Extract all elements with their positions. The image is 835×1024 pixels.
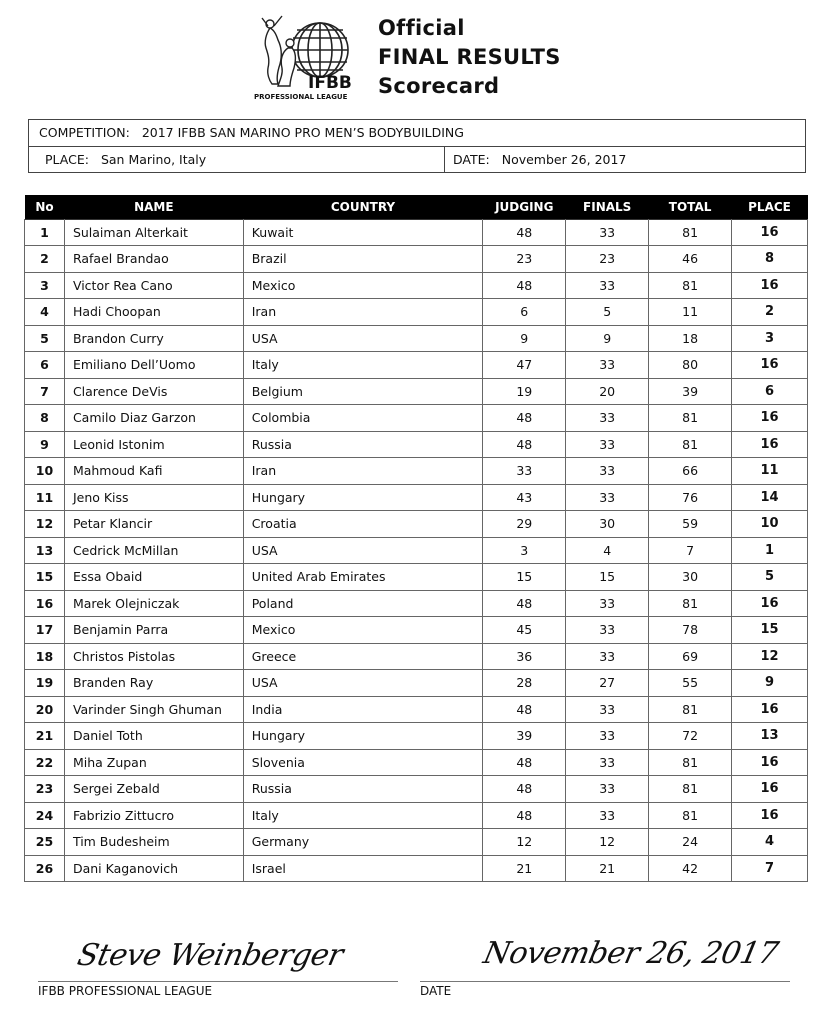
cell-name: Fabrizio Zittucro [64, 802, 243, 829]
cell-no: 21 [25, 723, 65, 750]
cell-place: 16 [732, 272, 808, 299]
cell-country: Iran [243, 458, 483, 485]
cell-country: Russia [243, 431, 483, 458]
cell-finals: 27 [566, 670, 649, 697]
cell-total: 81 [649, 696, 732, 723]
cell-judging: 47 [483, 352, 566, 379]
cell-place: 5 [732, 564, 808, 591]
cell-total: 76 [649, 484, 732, 511]
results-body [25, 219, 808, 882]
cell-no: 7 [25, 378, 65, 405]
cell-name: Jeno Kiss [64, 484, 243, 511]
cell-total: 42 [649, 855, 732, 882]
cell-name: Emiliano Dell’Uomo [64, 352, 243, 379]
cell-country: USA [243, 670, 483, 697]
cell-finals: 33 [566, 802, 649, 829]
cell-country: Kuwait [243, 219, 483, 246]
cell-name: Benjamin Parra [64, 617, 243, 644]
table-row [25, 749, 808, 776]
ifbb-logo-icon [248, 8, 378, 102]
column-header-no: No [25, 195, 65, 219]
cell-country: United Arab Emirates [243, 564, 483, 591]
table-row [25, 325, 808, 352]
cell-no: 11 [25, 484, 65, 511]
cell-judging: 12 [483, 829, 566, 856]
cell-name: Dani Kaganovich [64, 855, 243, 882]
competition-row [29, 120, 805, 147]
cell-total: 39 [649, 378, 732, 405]
cell-total: 24 [649, 829, 732, 856]
cell-finals: 21 [566, 855, 649, 882]
cell-total: 7 [649, 537, 732, 564]
cell-total: 81 [649, 431, 732, 458]
cell-country: Israel [243, 855, 483, 882]
cell-judging: 3 [483, 537, 566, 564]
column-header-country: COUNTRY [243, 195, 483, 219]
cell-place: 16 [732, 590, 808, 617]
date-line-label: DATE [420, 984, 452, 998]
cell-finals: 9 [566, 325, 649, 352]
cell-total: 81 [649, 590, 732, 617]
cell-finals: 33 [566, 272, 649, 299]
cell-country: Hungary [243, 484, 483, 511]
cell-place: 15 [732, 617, 808, 644]
cell-total: 55 [649, 670, 732, 697]
cell-no: 18 [25, 643, 65, 670]
cell-country: India [243, 696, 483, 723]
cell-name: Varinder Singh Ghuman [64, 696, 243, 723]
cell-finals: 33 [566, 219, 649, 246]
svg-text:PROFESSIONAL LEAGUE: PROFESSIONAL LEAGUE [254, 93, 348, 101]
cell-name: Clarence DeVis [64, 378, 243, 405]
cell-place: 10 [732, 511, 808, 538]
cell-country: Mexico [243, 272, 483, 299]
table-header-row [25, 195, 808, 219]
title-line-official: Official [378, 16, 465, 40]
table-row [25, 431, 808, 458]
cell-country: USA [243, 537, 483, 564]
table-row [25, 299, 808, 326]
signature: Steve Weinberger [74, 938, 346, 973]
competition-info-box [28, 119, 806, 173]
table-row [25, 802, 808, 829]
cell-place: 16 [732, 405, 808, 432]
cell-total: 59 [649, 511, 732, 538]
cell-country: Italy [243, 352, 483, 379]
cell-total: 69 [649, 643, 732, 670]
cell-no: 13 [25, 537, 65, 564]
cell-finals: 33 [566, 431, 649, 458]
cell-country: Germany [243, 829, 483, 856]
place-label: PLACE: [45, 152, 89, 167]
cell-no: 15 [25, 564, 65, 591]
date-value: November 26, 2017 [501, 152, 627, 167]
cell-total: 80 [649, 352, 732, 379]
cell-no: 17 [25, 617, 65, 644]
cell-country: USA [243, 325, 483, 352]
cell-country: Belgium [243, 378, 483, 405]
cell-name: Leonid Istonim [64, 431, 243, 458]
date-label: DATE: [453, 152, 490, 167]
results-table [24, 195, 808, 882]
table-row [25, 590, 808, 617]
cell-place: 3 [732, 325, 808, 352]
cell-finals: 4 [566, 537, 649, 564]
cell-total: 72 [649, 723, 732, 750]
cell-judging: 43 [483, 484, 566, 511]
cell-name: Rafael Brandao [64, 246, 243, 273]
cell-name: Daniel Toth [64, 723, 243, 750]
title-line-final-results: FINAL RESULTS [378, 45, 561, 69]
cell-finals: 12 [566, 829, 649, 856]
cell-total: 81 [649, 219, 732, 246]
table-row [25, 643, 808, 670]
cell-judging: 48 [483, 272, 566, 299]
cell-total: 46 [649, 246, 732, 273]
cell-country: Hungary [243, 723, 483, 750]
cell-place: 7 [732, 855, 808, 882]
cell-name: Miha Zupan [64, 749, 243, 776]
date-cell [445, 147, 626, 173]
cell-country: Croatia [243, 511, 483, 538]
cell-judging: 45 [483, 617, 566, 644]
cell-judging: 21 [483, 855, 566, 882]
cell-total: 81 [649, 802, 732, 829]
cell-no: 6 [25, 352, 65, 379]
cell-judging: 9 [483, 325, 566, 352]
cell-judging: 29 [483, 511, 566, 538]
cell-finals: 23 [566, 246, 649, 273]
place-value: San Marino, Italy [100, 152, 207, 167]
cell-no: 16 [25, 590, 65, 617]
table-row [25, 670, 808, 697]
cell-country: Iran [243, 299, 483, 326]
cell-total: 11 [649, 299, 732, 326]
cell-name: Camilo Diaz Garzon [64, 405, 243, 432]
cell-place: 12 [732, 643, 808, 670]
column-header-total: TOTAL [649, 195, 732, 219]
cell-country: Russia [243, 776, 483, 803]
cell-finals: 33 [566, 617, 649, 644]
table-row [25, 511, 808, 538]
cell-country: Slovenia [243, 749, 483, 776]
cell-judging: 48 [483, 405, 566, 432]
table-row [25, 458, 808, 485]
cell-judging: 6 [483, 299, 566, 326]
table-row [25, 219, 808, 246]
cell-total: 81 [649, 776, 732, 803]
cell-place: 16 [732, 776, 808, 803]
table-row [25, 272, 808, 299]
cell-total: 18 [649, 325, 732, 352]
cell-total: 66 [649, 458, 732, 485]
cell-no: 25 [25, 829, 65, 856]
cell-place: 1 [732, 537, 808, 564]
table-row [25, 829, 808, 856]
cell-no: 20 [25, 696, 65, 723]
cell-place: 16 [732, 696, 808, 723]
cell-name: Branden Ray [64, 670, 243, 697]
cell-name: Tim Budesheim [64, 829, 243, 856]
cell-no: 26 [25, 855, 65, 882]
cell-judging: 36 [483, 643, 566, 670]
place-date-row [29, 147, 805, 173]
table-row [25, 246, 808, 273]
cell-name: Hadi Choopan [64, 299, 243, 326]
table-row [25, 723, 808, 750]
cell-no: 4 [25, 299, 65, 326]
date-line [420, 981, 790, 982]
cell-name: Christos Pistolas [64, 643, 243, 670]
cell-judging: 48 [483, 696, 566, 723]
cell-finals: 5 [566, 299, 649, 326]
cell-country: Italy [243, 802, 483, 829]
cell-finals: 33 [566, 776, 649, 803]
competition-label: COMPETITION: [39, 125, 130, 140]
table-row [25, 378, 808, 405]
cell-name: Marek Olejniczak [64, 590, 243, 617]
cell-country: Mexico [243, 617, 483, 644]
signature-line [38, 981, 398, 982]
cell-name: Sergei Zebald [64, 776, 243, 803]
cell-finals: 33 [566, 405, 649, 432]
cell-no: 1 [25, 219, 65, 246]
cell-country: Greece [243, 643, 483, 670]
cell-place: 8 [732, 246, 808, 273]
table-row [25, 405, 808, 432]
cell-place: 16 [732, 749, 808, 776]
cell-no: 12 [25, 511, 65, 538]
cell-finals: 33 [566, 723, 649, 750]
cell-judging: 48 [483, 802, 566, 829]
cell-place: 14 [732, 484, 808, 511]
cell-finals: 33 [566, 590, 649, 617]
cell-finals: 33 [566, 458, 649, 485]
cell-place: 16 [732, 219, 808, 246]
cell-judging: 48 [483, 219, 566, 246]
cell-place: 4 [732, 829, 808, 856]
table-row [25, 776, 808, 803]
cell-place: 16 [732, 431, 808, 458]
cell-name: Petar Klancir [64, 511, 243, 538]
cell-no: 10 [25, 458, 65, 485]
table-row [25, 564, 808, 591]
header [248, 8, 588, 102]
column-header-place: PLACE [732, 195, 808, 219]
cell-judging: 28 [483, 670, 566, 697]
cell-place: 11 [732, 458, 808, 485]
cell-place: 16 [732, 802, 808, 829]
cell-place: 16 [732, 352, 808, 379]
cell-no: 24 [25, 802, 65, 829]
cell-judging: 48 [483, 431, 566, 458]
table-row [25, 352, 808, 379]
signature-label: IFBB PROFESSIONAL LEAGUE [38, 984, 213, 998]
cell-total: 30 [649, 564, 732, 591]
cell-finals: 33 [566, 484, 649, 511]
cell-finals: 33 [566, 696, 649, 723]
cell-name: Victor Rea Cano [64, 272, 243, 299]
cell-finals: 20 [566, 378, 649, 405]
cell-place: 13 [732, 723, 808, 750]
cell-judging: 33 [483, 458, 566, 485]
cell-judging: 15 [483, 564, 566, 591]
cell-no: 8 [25, 405, 65, 432]
cell-name: Brandon Curry [64, 325, 243, 352]
cell-judging: 23 [483, 246, 566, 273]
table-row [25, 696, 808, 723]
cell-no: 22 [25, 749, 65, 776]
cell-no: 3 [25, 272, 65, 299]
cell-country: Colombia [243, 405, 483, 432]
cell-finals: 15 [566, 564, 649, 591]
cell-no: 19 [25, 670, 65, 697]
cell-name: Sulaiman Alterkait [64, 219, 243, 246]
cell-finals: 33 [566, 352, 649, 379]
column-header-finals: FINALS [566, 195, 649, 219]
competition-value: 2017 IFBB SAN MARINO PRO MEN’S BODYBUILDING [141, 125, 464, 140]
cell-place: 2 [732, 299, 808, 326]
cell-judging: 48 [483, 590, 566, 617]
column-header-judging: JUDGING [483, 195, 566, 219]
cell-name: Cedrick McMillan [64, 537, 243, 564]
cell-no: 2 [25, 246, 65, 273]
cell-country: Poland [243, 590, 483, 617]
cell-total: 81 [649, 272, 732, 299]
cell-total: 78 [649, 617, 732, 644]
cell-no: 9 [25, 431, 65, 458]
cell-judging: 39 [483, 723, 566, 750]
cell-judging: 19 [483, 378, 566, 405]
svg-text:IFBB: IFBB [308, 73, 352, 93]
column-header-name: NAME [64, 195, 243, 219]
document-title [378, 14, 561, 101]
handwritten-date: November 26, 2017 [480, 936, 782, 971]
cell-name: Mahmoud Kafi [64, 458, 243, 485]
cell-judging: 48 [483, 776, 566, 803]
table-row [25, 537, 808, 564]
cell-total: 81 [649, 405, 732, 432]
title-line-scorecard: Scorecard [378, 74, 500, 98]
cell-total: 81 [649, 749, 732, 776]
cell-finals: 30 [566, 511, 649, 538]
table-row [25, 484, 808, 511]
table-row [25, 617, 808, 644]
place-cell [29, 147, 445, 173]
cell-name: Essa Obaid [64, 564, 243, 591]
cell-place: 9 [732, 670, 808, 697]
cell-finals: 33 [566, 643, 649, 670]
cell-country: Brazil [243, 246, 483, 273]
cell-finals: 33 [566, 749, 649, 776]
table-row [25, 855, 808, 882]
cell-judging: 48 [483, 749, 566, 776]
cell-no: 23 [25, 776, 65, 803]
cell-no: 5 [25, 325, 65, 352]
cell-place: 6 [732, 378, 808, 405]
